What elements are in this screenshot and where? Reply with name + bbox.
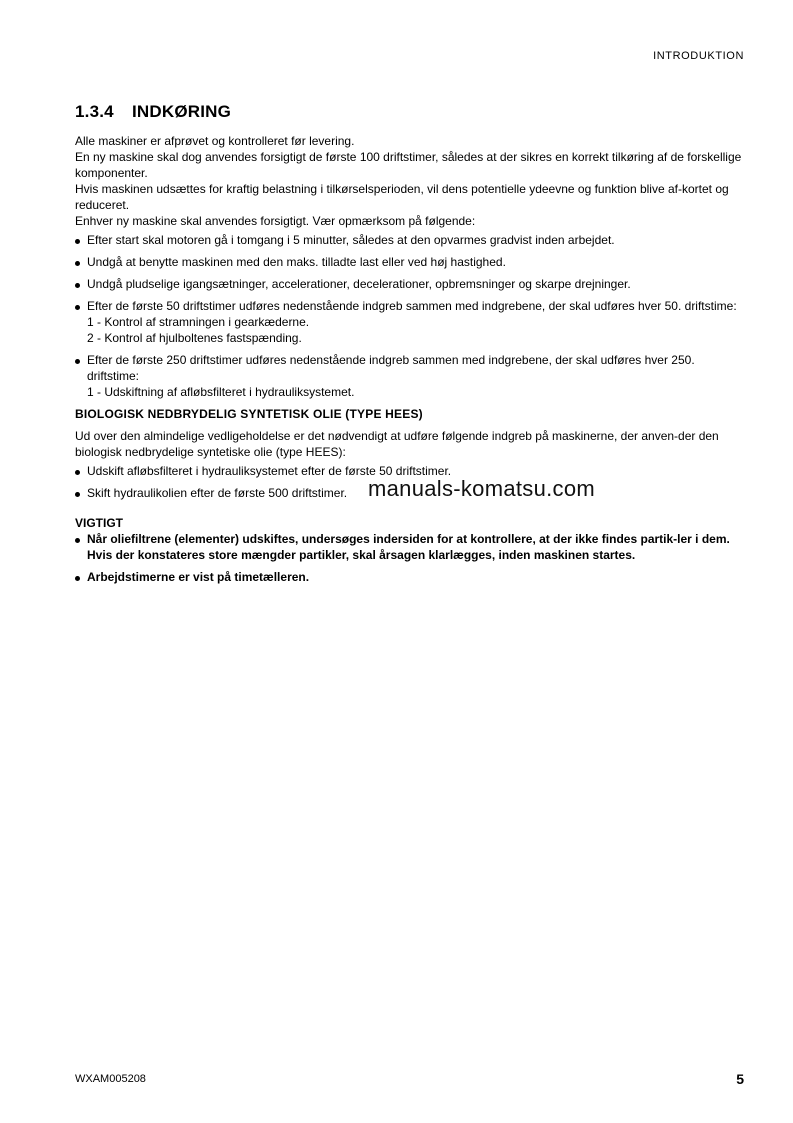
list-item [75,531,745,563]
bullet-icon [75,305,80,310]
sub-item: 1 - Kontrol af stramningen i gearkæderne. [87,315,310,329]
list-item [75,232,745,248]
bullet-text: Efter de første 250 driftstimer udføres nedenstående indgreb sammen med indgrebene, der skal udføres hver 250. driftstime: [87,353,695,383]
section-title [75,101,745,123]
intro-paragraph: Hvis maskinen udsættes for kraftig belastning i tilkørselsperioden, vil dens potentielle ydeevne og funktion blive af-kortet og reduceret. [75,182,729,212]
sub-item: 2 - Kontrol af hjulboltenes fastspænding. [87,331,302,345]
bullet-icon [75,538,80,543]
bullet-icon [75,239,80,244]
list-item [75,569,745,585]
document-code: WXAM005208 [75,1073,146,1085]
bullet-icon [75,283,80,288]
bullet-text: Undgå at benytte maskinen med den maks. tilladte last eller ved høj hastighed. [87,255,506,269]
intro-paragraph: Enhver ny maskine skal anvendes forsigtigt. Vær opmærksom på følgende: [75,214,476,228]
list-item [75,276,745,292]
section-number: 1.3.4 [75,102,114,121]
page-number: 5 [736,1071,744,1087]
bullet-icon [75,576,80,581]
page-content [75,101,745,591]
intro-paragraph: Alle maskiner er afprøvet og kontrolleret før levering. [75,134,355,148]
bullet-icon [75,261,80,266]
bullet-icon [75,359,80,364]
important-heading: VIGTIGT [75,516,123,530]
section-heading: INDKØRING [132,102,232,121]
important-bullet-list [75,531,745,585]
bullet-text: Efter start skal motoren gå i tomgang i 5 minutter, således at den opvarmes gradvist inden arbejdet. [87,233,615,247]
sub-item: Hvis der konstateres store mængder partikler, skal årsagen klarlægges, inden maskinen startes. [87,548,636,562]
list-item [75,254,745,270]
list-item [75,298,745,346]
bullet-text: Når oliefiltrene (elementer) udskiftes, undersøges indersiden for at kontrollere, at der ikke findes partik-ler i dem. [87,532,730,546]
bullet-text: Udskift afløbsfilteret i hydrauliksystemet efter de første 50 driftstimer. [87,464,452,478]
bullet-text: Undgå pludselige igangsætninger, accelerationer, decelerationer, opbremsninger og skarpe drejninger. [87,277,631,291]
bullet-text: Skift hydraulikolien efter de første 500 driftstimer. [87,486,348,500]
intro-paragraph: En ny maskine skal dog anvendes forsigtigt de første 100 driftstimer, således at der sikres en korrekt tilkøring af de forskellige komponenter. [75,150,742,180]
list-item [75,352,745,400]
running-header: INTRODUKTION [653,50,744,62]
sub-item: 1 - Udskiftning af afløbsfilteret i hydrauliksystemet. [87,385,355,399]
bio-oil-heading: BIOLOGISK NEDBRYDELIG SYNTETISK OLIE (TYPE HEES) [75,407,423,421]
bio-oil-paragraph: Ud over den almindelige vedligeholdelse er det nødvendigt at udføre følgende indgreb på maskinerne, der anven-der den biologisk nedbrydelige syntetiske olie (type HEES): [75,429,719,459]
bullet-icon [75,470,80,475]
bullet-text: Arbejdstimerne er vist på timetælleren. [87,570,310,584]
watermark: manuals-komatsu.com [368,476,595,501]
run-in-bullet-list [75,232,745,400]
bullet-icon [75,492,80,497]
bullet-text: Efter de første 50 driftstimer udføres nedenstående indgreb sammen med indgrebene, der skal udføres hver 50. driftstime: [87,299,737,313]
